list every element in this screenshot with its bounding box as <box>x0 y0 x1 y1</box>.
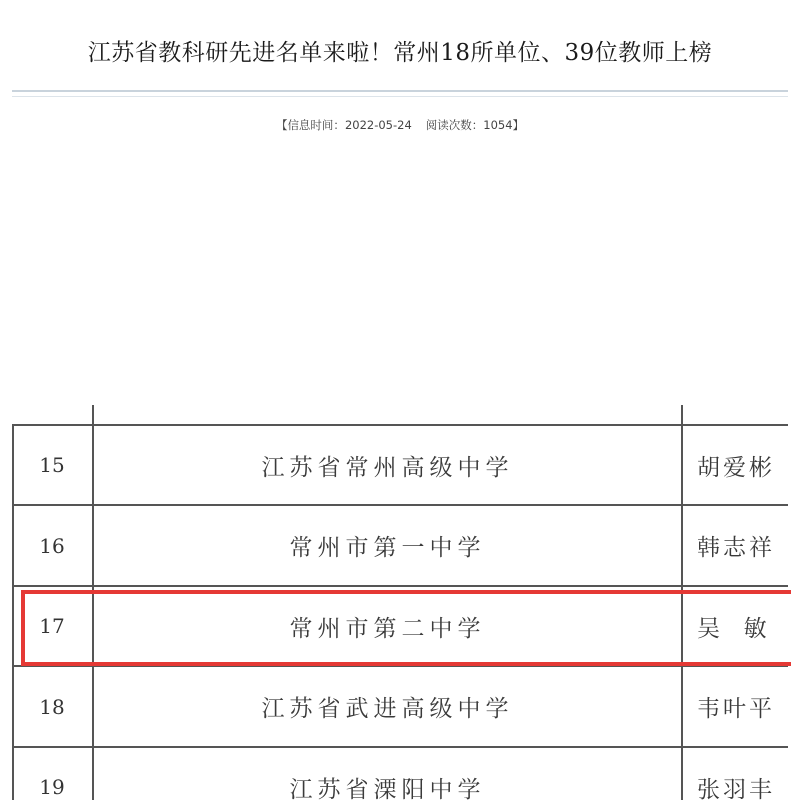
article-meta <box>0 117 800 133</box>
meta-date-label: 信息时间： <box>287 118 345 132</box>
row-number: 18 <box>39 694 65 719</box>
row-number: 17 <box>39 614 65 638</box>
school-name: 江苏省常州高级中学 <box>261 454 514 481</box>
teacher-name: 胡爱彬 <box>697 454 775 481</box>
meta-views: 1054 <box>483 118 513 132</box>
row-number: 19 <box>39 775 65 799</box>
teacher-name: 张羽丰 <box>697 776 775 800</box>
title-divider-thin <box>12 96 788 97</box>
row-number: 15 <box>39 453 65 477</box>
meta-views-label: 阅读次数： <box>425 118 484 132</box>
school-name: 江苏省武进高级中学 <box>261 696 514 722</box>
meta-date: 2022-05-24 <box>344 118 412 132</box>
row-number: 16 <box>39 533 65 558</box>
school-name: 江苏省溧阳中学 <box>289 776 486 800</box>
teacher-name: 韩志祥 <box>697 535 775 561</box>
highlight-box <box>21 590 791 666</box>
school-name: 常州市第一中学 <box>289 535 486 561</box>
teacher-name: 韦叶平 <box>697 696 775 722</box>
article-title: 江苏省教科研先进名单来啦！常州18所单位、39位教师上榜 <box>87 40 713 66</box>
school-name: 常州市第二中学 <box>289 615 486 642</box>
meta-open-bracket: 【 <box>275 118 288 132</box>
title-divider <box>12 90 788 92</box>
meta-close-bracket: 】 <box>512 118 525 132</box>
teacher-name: 吴 敏 <box>697 615 770 642</box>
